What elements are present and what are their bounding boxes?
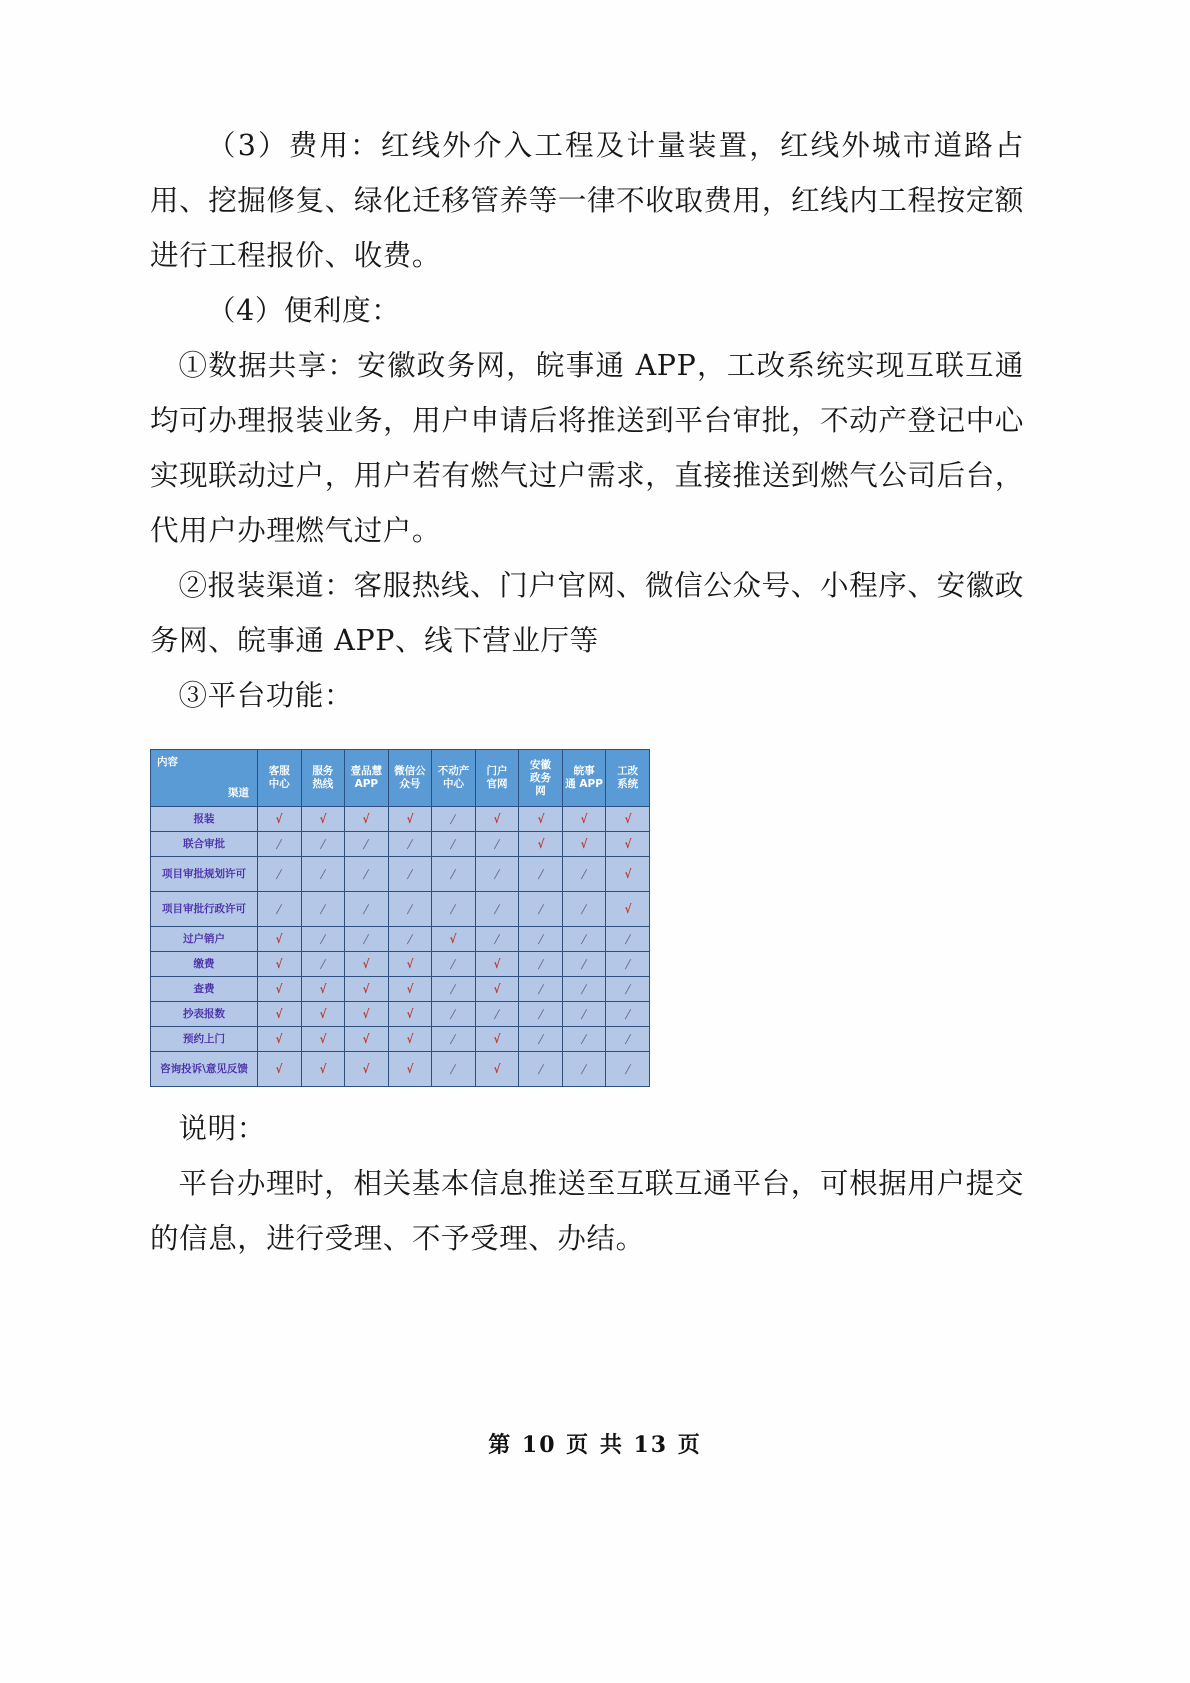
check-icon: √ [537,837,544,851]
cell-slash [301,857,345,892]
column-header-anhui-zhengwuwang [519,750,563,807]
spacer-after-table [150,1087,1024,1101]
cell-slash [475,927,519,952]
check-icon: √ [275,1032,283,1046]
check-icon: √ [319,1007,327,1021]
slash-icon: / [406,837,414,851]
paragraph-note-body: 平台办理时，相关基本信息推送至互联互通平台，可根据用户提交的信息，进行受理、不予受理、办结。 [150,1167,1024,1255]
page-content [150,118,1024,1266]
cell-slash [301,892,345,927]
slash-icon: / [493,932,501,946]
cell-slash [432,857,476,892]
platform-functions-table [150,749,650,1087]
cell-slash [562,977,606,1002]
slash-icon: / [580,1007,588,1021]
check-icon: √ [406,957,414,971]
cell-check [519,807,563,832]
paragraph-fee: （3）费用：红线外介入工程及计量装置，红线外城市道路占用、挖掘修复、绿化迁移管养等一律不收取费用，红线内工程按定额进行工程报价、收费。 [150,129,1024,272]
cell-slash [345,857,389,892]
cell-slash [606,1002,650,1027]
row-label: 预约上门 [151,1027,258,1052]
slash-icon: / [449,867,458,881]
check-icon: √ [580,812,588,826]
col-line-1: 微信公 [394,765,426,777]
col-line-1: 工改 [617,765,639,777]
check-icon: √ [319,812,327,826]
slash-icon: / [449,1032,458,1046]
cell-slash [519,1027,563,1052]
check-icon: √ [406,1062,414,1076]
cell-check [258,1002,302,1027]
slash-icon: / [406,867,414,881]
cell-slash [432,977,476,1002]
cell-check [475,952,519,977]
cell-check [345,1002,389,1027]
row-label: 咨询投诉\意见反馈 [151,1052,258,1087]
slash-icon: / [449,837,458,851]
row-label: 项目审批规划许可 [151,857,258,892]
cell-slash [562,1002,606,1027]
table-corner-cell [151,750,258,807]
check-icon: √ [275,932,283,946]
cell-slash [301,952,345,977]
cell-check [475,1052,519,1087]
check-icon: √ [362,1007,370,1021]
slash-icon: / [623,982,632,996]
column-header-yipinhui-app [345,750,389,807]
cell-check [388,977,432,1002]
paragraph-convenience-heading: （4）便利度： [207,294,401,327]
slash-icon: / [449,957,458,971]
cell-slash [432,952,476,977]
row-label: 项目审批行政许可 [151,892,258,927]
cell-check [345,807,389,832]
col-line-2: 政务 [530,771,552,784]
cell-slash [388,857,432,892]
cell-check [301,1027,345,1052]
check-icon: √ [275,982,283,996]
cell-slash [345,892,389,927]
cell-slash [606,927,650,952]
check-icon: √ [493,1032,501,1046]
cell-slash [432,807,476,832]
check-icon: √ [580,837,588,851]
check-icon: √ [624,837,632,851]
slash-icon: / [580,1062,588,1076]
slash-icon: / [449,1062,458,1076]
slash-icon: / [275,902,284,916]
cell-slash [606,1052,650,1087]
check-icon: √ [319,1032,327,1046]
cell-slash [258,832,302,857]
table-body [151,807,650,1087]
check-icon: √ [275,812,283,826]
cell-slash [562,952,606,977]
col-line-1: 不动产 [437,765,470,777]
cell-slash [432,1027,476,1052]
cell-check [345,952,389,977]
col-line-1: 门户 [486,765,508,777]
cell-slash [432,892,476,927]
row-label: 抄表报数 [151,1002,258,1027]
col-line-2: 系统 [617,778,639,790]
slash-icon: / [580,982,588,996]
cell-slash [475,1002,519,1027]
col-line-2: 热线 [312,778,334,790]
cell-slash [562,1027,606,1052]
slash-icon: / [623,1062,632,1076]
cell-slash [519,977,563,1002]
row-label: 过户销户 [151,927,258,952]
cell-slash [562,1052,606,1087]
check-icon: √ [406,1032,414,1046]
slash-icon: / [536,1032,545,1046]
slash-icon: / [580,957,588,971]
cell-slash [519,952,563,977]
cell-slash [258,892,302,927]
col-line-2: 官网 [486,778,508,790]
cell-slash [432,832,476,857]
cell-slash [562,927,606,952]
cell-check [258,977,302,1002]
cell-check [258,1027,302,1052]
slash-icon: / [362,867,371,881]
table-row [151,927,650,952]
cell-check [519,832,563,857]
slash-icon: / [449,982,458,996]
cell-check [258,952,302,977]
paragraph-channels: ②报装渠道：客服热线、门户官网、微信公众号、小程序、安徽政务网、皖事通 APP、线下营业厅等 [150,569,1024,657]
slash-icon: / [580,932,588,946]
slash-icon: / [536,957,545,971]
check-icon: √ [493,957,501,971]
column-header-menhu-guanwang [475,750,519,807]
slash-icon: / [623,1032,632,1046]
cell-slash [519,1052,563,1087]
check-icon: √ [362,957,370,971]
slash-icon: / [580,1032,588,1046]
check-icon: √ [275,957,283,971]
column-header-wanshitong-app [562,750,606,807]
cell-slash [388,927,432,952]
cell-slash [562,857,606,892]
slash-icon: / [406,902,414,916]
cell-check [301,1002,345,1027]
column-header-fuwu-rexian [301,750,345,807]
cell-check [345,977,389,1002]
slash-icon: / [623,932,632,946]
slash-icon: / [493,837,501,851]
col-line-3: 网 [535,784,546,797]
row-label: 缴费 [151,952,258,977]
cell-check [606,857,650,892]
check-icon: √ [537,812,544,826]
corner-label-channel: 渠道 [228,787,249,799]
cell-slash [562,892,606,927]
paragraph-platform-functions-heading: ③平台功能： [178,679,354,712]
cell-slash [432,1002,476,1027]
slash-icon: / [536,1062,545,1076]
cell-slash [301,832,345,857]
cell-check [301,977,345,1002]
check-icon: √ [493,982,501,996]
check-icon: √ [624,902,632,916]
cell-check [258,807,302,832]
check-icon: √ [493,812,501,826]
slash-icon: / [580,867,588,881]
slash-icon: / [319,867,327,881]
slash-icon: / [493,867,501,881]
cell-check [301,807,345,832]
slash-icon: / [319,837,327,851]
check-icon: √ [406,982,414,996]
cell-check [388,1027,432,1052]
cell-check [475,1027,519,1052]
cell-check [301,1052,345,1087]
slash-icon: / [623,957,632,971]
row-label: 报装 [151,807,258,832]
cell-slash [345,927,389,952]
slash-icon: / [319,957,327,971]
paragraph-data-sharing: ①数据共享：安徽政务网，皖事通 APP，工改系统实现互联互通均可办理报装业务，用户申请后将推送到平台审批，不动产登记中心实现联动过户，用户若有燃气过户需求，直接推送到燃气公司后台，代用户办理燃气过户。 [150,349,1024,547]
col-line-1: 客服 [268,765,290,777]
check-icon: √ [319,982,327,996]
cell-slash [606,1027,650,1052]
table-row [151,807,650,832]
column-header-kefu-zhongxin [258,750,302,807]
row-label: 查费 [151,977,258,1002]
check-icon: √ [275,1007,283,1021]
check-icon: √ [362,1062,370,1076]
cell-slash [475,832,519,857]
slash-icon: / [493,1007,501,1021]
cell-check [258,1052,302,1087]
cell-slash [475,857,519,892]
col-line-1: 安徽 [530,758,552,771]
column-header-gonggai-xitong [606,750,650,807]
slash-icon: / [449,1007,458,1021]
cell-check [388,1002,432,1027]
slash-icon: / [536,932,545,946]
paragraph-note-heading: 说明： [178,1112,266,1145]
cell-slash [519,927,563,952]
slash-icon: / [580,902,588,916]
slash-icon: / [536,982,545,996]
check-icon: √ [406,1007,414,1021]
table-row [151,857,650,892]
cell-check [606,832,650,857]
col-line-2: 众号 [399,778,421,790]
cell-check [562,832,606,857]
cell-slash [475,892,519,927]
cell-check [432,927,476,952]
cell-check [606,892,650,927]
cell-slash [606,977,650,1002]
cell-check [562,807,606,832]
slash-icon: / [362,902,371,916]
cell-slash [388,832,432,857]
platform-functions-table-wrap [150,749,1024,1087]
cell-slash [258,857,302,892]
check-icon: √ [319,1062,327,1076]
column-header-budongchan-zhongxin [432,750,476,807]
col-line-2: 中心 [268,778,290,790]
slash-icon: / [536,902,545,916]
check-icon: √ [624,867,632,881]
table-row [151,832,650,857]
table-row [151,1027,650,1052]
table-row [151,1002,650,1027]
check-icon: √ [624,812,632,826]
check-icon: √ [450,932,457,946]
slash-icon: / [275,867,284,881]
col-line-2: 通 APP [565,778,603,790]
col-line-2: 中心 [442,778,464,790]
cell-check [345,1027,389,1052]
slash-icon: / [623,1007,632,1021]
slash-icon: / [536,867,545,881]
cell-slash [519,892,563,927]
cell-slash [432,1052,476,1087]
col-line-2: APP [354,778,379,790]
slash-icon: / [449,902,458,916]
col-line-1: 服务 [312,765,334,777]
table-row [151,977,650,1002]
row-label: 联合审批 [151,832,258,857]
slash-icon: / [362,837,371,851]
check-icon: √ [406,812,414,826]
col-line-1: 壹品慧 [350,765,383,777]
cell-slash [606,952,650,977]
check-icon: √ [362,1032,370,1046]
page-footer: 第 10 页 共 13 页 [488,1432,702,1458]
cell-slash [301,927,345,952]
cell-check [388,807,432,832]
cell-check [258,927,302,952]
slash-icon: / [536,1007,545,1021]
cell-check [388,1052,432,1087]
slash-icon: / [362,932,371,946]
slash-icon: / [449,812,458,826]
slash-icon: / [493,902,501,916]
slash-icon: / [406,932,414,946]
cell-slash [345,832,389,857]
cell-check [606,807,650,832]
cell-check [388,952,432,977]
cell-check [345,1052,389,1087]
table-row [151,952,650,977]
slash-icon: / [319,902,327,916]
cell-check [475,977,519,1002]
table-header [151,750,650,807]
check-icon: √ [362,812,370,826]
corner-label-content: 内容 [157,756,178,768]
table-row [151,892,650,927]
cell-slash [519,1002,563,1027]
check-icon: √ [493,1062,501,1076]
check-icon: √ [362,982,370,996]
cell-slash [519,857,563,892]
col-line-1: 皖事 [573,765,595,777]
table-row [151,1052,650,1087]
check-icon: √ [275,1062,283,1076]
slash-icon: / [275,837,284,851]
column-header-weixin-gongzhonghao [388,750,432,807]
cell-slash [388,892,432,927]
cell-check [475,807,519,832]
table-header-row [151,750,650,807]
slash-icon: / [319,932,327,946]
